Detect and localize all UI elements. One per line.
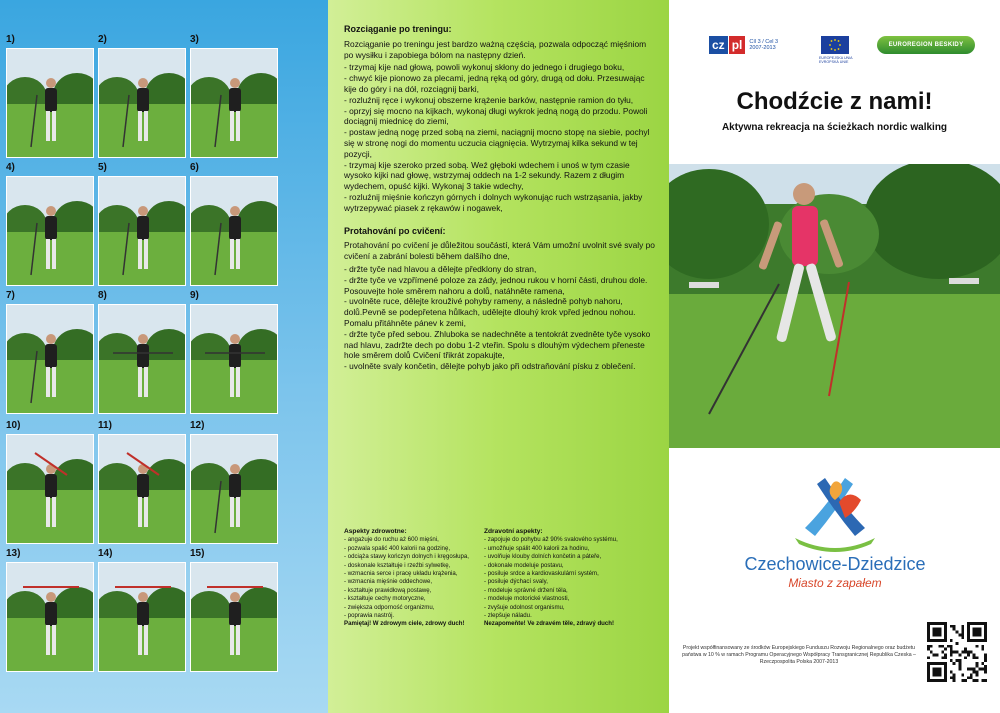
pl-instruction-list — [344, 62, 656, 213]
page-title: Chodźcie z nami! — [736, 88, 933, 115]
nordic-walker-photo — [669, 164, 1000, 448]
exercise-image — [98, 48, 186, 158]
exercise-photo — [6, 164, 94, 288]
exercise-image — [190, 562, 278, 672]
list-item: - trzymaj kije szeroko przed sobą. Weź głęboki wdechem i unoś w tym czasie wysoko kijki nad głowę, wstrzymaj oddech na 1-2 sekundy. Razem z długim wydechem, opuść kijki. Wykonaj 3 takie wdechy, — [344, 159, 630, 192]
czpl-logo — [709, 36, 783, 54]
eu-flag-icon — [821, 36, 849, 54]
list-item: - rozluźnij mięśnie kończyn górnych i dolnych wykonując ruch wstrząsania, jakby wytrzepywać piasek z rękawów i nogawek, — [344, 191, 643, 213]
list-item: - zapojuje do pohybu až 90% svalového systému, — [484, 536, 618, 544]
exercise-photo-panel — [0, 0, 328, 713]
exercise-image — [6, 562, 94, 672]
list-item: - uvolněte svaly končetin, dělejte pohyb jako při odstraňování písku z oblečení. — [344, 361, 636, 372]
funding-note: Projekt współfinansowany ze środków Europejskiego Funduszu Rozwoju Regionalnego oraz budżetu państwa w 10 % w ramach Programu Operacyjnego Współpracy Transgranicznej Republika Czeska – Rzeczpospolita Polska 2007-2013 — [682, 645, 916, 665]
list-item: - modeluje správné držení těla, — [484, 586, 568, 594]
list-item: - odciąża stawy kończyn dolnych i kręgosłupa, — [344, 553, 469, 561]
list-item: - držte tyče ve vzpřímené poloze za zády, jednou rukou v horní části, druhou dole. Posouvejte hole směrem nahoru a dolů, natáhněte ramena, — [344, 274, 648, 296]
pl-label: pl — [729, 36, 746, 54]
exercise-image — [98, 176, 186, 286]
list-item: - modeluje motorické vlastnosti, — [484, 595, 570, 603]
aspects-cz-list — [484, 536, 634, 620]
list-item: - umožňuje spálit 400 kalorii za hodinu, — [484, 544, 590, 552]
exercise-image — [98, 434, 186, 544]
eu-label: EUROPEJSKA UNIA EVROPSKÁ UNIE — [819, 56, 853, 64]
exercise-number: 6) — [190, 162, 199, 173]
exercise-image — [6, 48, 94, 158]
list-item: - dokonale modeluje postavu, — [484, 561, 564, 569]
exercise-photo — [190, 550, 278, 674]
exercise-photo — [98, 422, 186, 546]
list-item: - angażuje do ruchu aż 600 mięśni, — [344, 536, 439, 544]
list-item: - oprzyj się mocno na kijkach, wykonaj długi wykrok jedną nogą do przodu. Powoli dociągnij miednicę do ziemi, — [344, 105, 648, 127]
cz-label: cz — [709, 36, 728, 54]
city-emblem-icon — [735, 478, 935, 554]
exercise-number: 8) — [98, 290, 107, 301]
qr-code-icon[interactable] — [927, 622, 987, 682]
aspects-pl-list — [344, 536, 494, 620]
list-item: - zlepšuje náladu. — [484, 612, 532, 620]
exercise-image — [98, 562, 186, 672]
list-item: - chwyć kije pionowo za plecami, jedną ręką od góry, drugą od dołu. Przesuwając kije do góry i na dół, rozciągnij barki, — [344, 73, 645, 94]
cz-section-intro: Protahování po cvičení je důležitou součástí, která Vám umožní uvolnit své svaly po cvičení a zabrání bolesti během dalšího dne, — [344, 240, 655, 262]
instructions-text — [344, 24, 656, 372]
list-item: - wzmacnia serce i pracę układu krążenia, — [344, 570, 458, 578]
list-item: - pozwala spalić 400 kalorii na godzinę, — [344, 544, 451, 552]
cz-section-title: Protahování po cvičení: — [344, 225, 446, 236]
list-item: - uvolněte ruce, dělejte krouživé pohyby rameny, a následně pohyb nahoru, dolů.Pevně se podepřetena hůlkach, udělejte dlouhý krok vpřed jednou nohou. Pomalu přitáhněte pánev k zemi, — [344, 296, 636, 328]
aspects-pl-title: Aspekty zdrowotne: — [344, 528, 407, 535]
sponsor-logos — [709, 36, 989, 66]
exercise-image — [190, 48, 278, 158]
city-name: Czechowice-Dziedzice — [744, 554, 926, 574]
exercise-number: 9) — [190, 290, 199, 301]
list-item: - poprawia nastrój. — [344, 612, 395, 620]
pl-section-title: Rozciąganie po treningu: — [344, 24, 452, 34]
exercise-number: 5) — [98, 162, 107, 173]
euroregion-beskidy-badge: EUROREGION BESKIDY — [877, 36, 975, 54]
exercise-photo — [6, 292, 94, 416]
aspects-pl-column — [344, 528, 494, 629]
exercise-image — [6, 304, 94, 414]
list-item: - kształtuje prawidłową postawę, — [344, 586, 432, 594]
list-item: - posiluje srdce a kardiovaskulární systém, — [484, 570, 599, 578]
exercise-number: 10) — [6, 420, 21, 431]
exercise-photo — [190, 36, 278, 160]
exercise-number: 15) — [190, 548, 205, 559]
aspects-cz-column — [484, 528, 634, 629]
exercise-number: 4) — [6, 162, 15, 173]
exercise-number: 1) — [6, 34, 15, 45]
aspects-cz-footer: Nezapomeňte! Ve zdravém těle, zdravý duch! — [484, 620, 615, 628]
cover-panel — [669, 0, 1000, 713]
exercise-image — [190, 176, 278, 286]
exercise-photo — [98, 36, 186, 160]
list-item: - zvyšuje odolnost organismu, — [484, 603, 565, 611]
exercise-photo — [190, 292, 278, 416]
exercise-photo — [98, 550, 186, 674]
exercise-image — [190, 434, 278, 544]
exercise-photo — [98, 292, 186, 416]
list-item: - postaw jedną nogę przed sobą na ziemi, naciągnij mocno stopę na siebie, pochyl się w stronę nogi do momentu uczucia ciągnięcia. Wytrzymaj kilka sekund w tej pozycji, — [344, 127, 650, 159]
list-item: - držte tyče nad hlavou a dělejte předklony do stran, — [344, 263, 537, 274]
list-item: - držte tyče před sebou. Zhluboka se nadechněte a tentokrát zvedněte tyče vysoko nad hlavu, zadržte dech po dobu 1-2 vteřin. Spolu s dlouhým výdechem přeneste hole směrem dolů Cvičení třikrát zopakujte, — [344, 328, 651, 361]
list-item: - zwiększa odporność organizmu, — [344, 603, 435, 611]
exercise-photo — [190, 164, 278, 288]
exercise-number: 13) — [6, 548, 21, 559]
exercise-number: 12) — [190, 420, 205, 431]
list-item: - doskonale kształtuje i rzeźbi sylwetkę, — [344, 561, 451, 569]
list-item: - posiluje dýchací svaly, — [484, 578, 548, 586]
exercise-number: 2) — [98, 34, 107, 45]
exercise-number: 11) — [98, 420, 112, 431]
exercise-photo — [6, 422, 94, 546]
exercise-number: 14) — [98, 548, 113, 559]
exercise-number: 7) — [6, 290, 15, 301]
exercise-image — [190, 304, 278, 414]
pl-section-intro: Rozciąganie po treningu jest bardzo ważną częścią, pozwala odpocząć mięśniom po wysiłku i zapobiega bólom na następny dzień. — [344, 38, 647, 60]
aspects-cz-title: Zdravotní aspekty: — [484, 528, 543, 535]
exercise-photo — [6, 550, 94, 674]
list-item: - trzymaj kije nad głową, powoli wykonuj skłony do jednego i drugiego boku, — [344, 62, 625, 73]
exercise-image — [98, 304, 186, 414]
czpl-program-label: Cíl 3 / Cel 3 2007-2013 — [749, 39, 779, 51]
aspects-pl-footer: Pamiętaj! W zdrowym ciele, zdrowy duch! — [344, 620, 465, 628]
exercise-image — [6, 176, 94, 286]
exercise-image — [6, 434, 94, 544]
exercise-photo — [6, 36, 94, 160]
city-logo — [735, 478, 935, 596]
list-item: - rozluźnij ręce i wykonuj obszerne krążenie barków, następnie ramion do tyłu, — [344, 94, 634, 105]
page-subtitle: Aktywna rekreacja na ścieżkach nordic walking — [721, 122, 948, 133]
exercise-number: 3) — [190, 34, 199, 45]
cz-instruction-list — [344, 264, 656, 372]
exercise-photo — [98, 164, 186, 288]
list-item: - wzmacnia mięśnie oddechowe, — [344, 578, 433, 586]
list-item: - kształtuje cechy motoryczne, — [344, 595, 426, 603]
exercise-photo — [190, 422, 278, 546]
city-tagline: Miasto z zapałem — [788, 576, 882, 590]
list-item: - uvolňuje klouby dolních končetin a páteře, — [484, 553, 602, 561]
